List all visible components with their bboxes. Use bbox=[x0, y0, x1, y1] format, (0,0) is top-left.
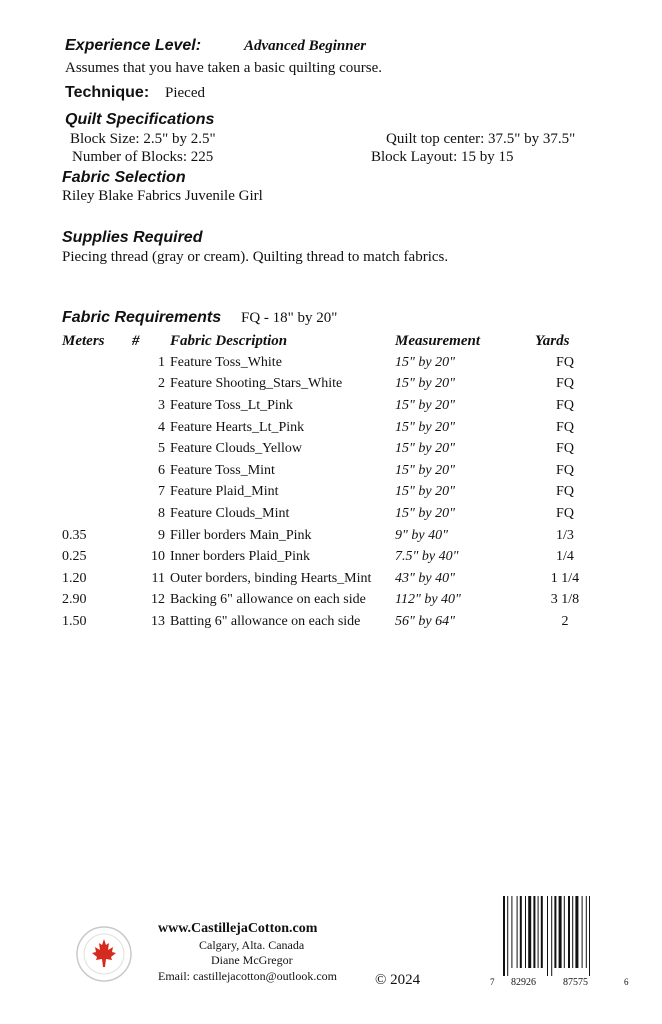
table-row bbox=[62, 482, 595, 504]
cell-meters: 1.50 bbox=[62, 613, 87, 629]
cell-description: Outer borders, binding Hearts_Mint bbox=[170, 570, 372, 586]
cell-meters bbox=[62, 374, 132, 396]
cell-yards: 2 bbox=[561, 613, 569, 629]
barcode-bar bbox=[559, 896, 562, 968]
cell-number: 2 bbox=[158, 376, 165, 392]
cell-number: 6 bbox=[158, 462, 165, 478]
cell-measurement: 15" by 20" bbox=[395, 505, 455, 521]
barcode bbox=[499, 896, 619, 976]
technique-value: Pieced bbox=[165, 85, 205, 101]
designer-name: Diane McGregor bbox=[211, 953, 293, 967]
cell-measurement: 56" by 64" bbox=[395, 613, 455, 629]
table-row bbox=[62, 417, 595, 439]
cell-measurement: 7.5" by 40" bbox=[395, 549, 459, 565]
cell-description: Feature Clouds_Yellow bbox=[170, 441, 302, 457]
cell-meters: 2.90 bbox=[62, 592, 87, 608]
cell-description: Feature Clouds_Mint bbox=[170, 505, 290, 521]
cell-number: 5 bbox=[158, 441, 165, 457]
cell-number: 1 bbox=[158, 354, 165, 370]
made-in-canada-badge bbox=[75, 925, 133, 983]
cell-meters bbox=[62, 460, 132, 482]
cell-number: 11 bbox=[151, 570, 165, 586]
cell-yards: FQ bbox=[556, 419, 574, 435]
cell-description: Feature Toss_White bbox=[170, 354, 282, 370]
block-size: Block Size: 2.5" by 2.5" bbox=[70, 131, 216, 147]
barcode-digit-left: 7 bbox=[490, 977, 495, 987]
header-meters: Meters bbox=[62, 332, 105, 349]
header-yards: Yards bbox=[535, 332, 570, 349]
cell-number: 13 bbox=[151, 613, 165, 629]
cell-meters bbox=[62, 352, 132, 374]
cell-yards: 1 1/4 bbox=[550, 570, 580, 586]
cell-description: Feature Hearts_Lt_Pink bbox=[170, 419, 305, 435]
cell-number: 3 bbox=[158, 397, 165, 413]
cell-meters bbox=[62, 503, 132, 525]
block-layout: Block Layout: 15 by 15 bbox=[371, 149, 514, 165]
barcode-bar bbox=[589, 896, 590, 976]
barcode-digits-1: 82926 bbox=[511, 977, 536, 988]
table-row bbox=[62, 374, 595, 396]
fq-note: FQ - 18" by 20" bbox=[241, 310, 338, 326]
fabric-selection-value: Riley Blake Fabrics Juvenile Girl bbox=[62, 188, 263, 204]
barcode-bar bbox=[541, 896, 543, 968]
cell-description: Feature Plaid_Mint bbox=[170, 484, 279, 500]
cell-measurement: 15" by 20" bbox=[395, 462, 455, 478]
cell-measurement: 15" by 20" bbox=[395, 419, 455, 435]
cell-yards: 1/3 bbox=[556, 527, 574, 543]
cell-number: 8 bbox=[158, 505, 165, 521]
cell-number: 10 bbox=[151, 549, 165, 565]
cell-yards: FQ bbox=[556, 441, 574, 457]
cell-measurement: 15" by 20" bbox=[395, 484, 455, 500]
requirements-label: Fabric Requirements bbox=[62, 309, 222, 326]
cell-yards: FQ bbox=[556, 484, 574, 500]
cell-measurement: 112" by 40" bbox=[395, 592, 461, 608]
cell-description: Feature Toss_Lt_Pink bbox=[170, 397, 293, 413]
table-row bbox=[62, 352, 595, 374]
cell-description: Feature Shooting_Stars_White bbox=[170, 376, 343, 392]
specs-label: Quilt Specifications bbox=[65, 111, 215, 128]
fabric-selection-label: Fabric Selection bbox=[62, 169, 186, 186]
barcode-digits-2: 87575 bbox=[563, 977, 588, 988]
barcode-bar bbox=[554, 896, 556, 968]
cell-description: Inner borders Plaid_Pink bbox=[170, 549, 310, 565]
number-of-blocks: Number of Blocks: 225 bbox=[72, 149, 214, 165]
cell-meters bbox=[62, 395, 132, 417]
barcode-bar bbox=[520, 896, 522, 968]
barcode-bar bbox=[503, 896, 505, 976]
barcode-bar bbox=[533, 896, 535, 968]
cell-meters bbox=[62, 482, 132, 504]
copyright: © 2024 bbox=[375, 972, 421, 988]
table-row bbox=[62, 568, 595, 590]
cell-description: Filler borders Main_Pink bbox=[170, 527, 312, 543]
barcode-bar bbox=[568, 896, 570, 968]
cell-measurement: 9" by 40" bbox=[395, 527, 448, 543]
cell-yards: FQ bbox=[556, 505, 574, 521]
barcode-bar bbox=[547, 896, 548, 976]
cell-measurement: 15" by 20" bbox=[395, 354, 455, 370]
cell-meters bbox=[62, 417, 132, 439]
technique-label: Technique: bbox=[65, 84, 150, 101]
cell-yards: FQ bbox=[556, 354, 574, 370]
cell-description: Batting 6" allowance on each side bbox=[170, 613, 361, 629]
header-description: Fabric Description bbox=[170, 332, 288, 349]
table-row bbox=[62, 438, 595, 460]
experience-note: Assumes that you have taken a basic quilting course. bbox=[65, 60, 383, 76]
barcode-bar bbox=[575, 896, 578, 968]
website-link[interactable]: www.CastillejaCotton.com bbox=[158, 921, 318, 936]
header-number: # bbox=[132, 332, 140, 349]
barcode-bar bbox=[564, 896, 565, 968]
cell-yards: FQ bbox=[556, 397, 574, 413]
cell-yards: 1/4 bbox=[556, 549, 574, 565]
cell-number: 12 bbox=[151, 592, 165, 608]
cell-number: 4 bbox=[158, 419, 165, 435]
cell-description: Backing 6" allowance on each side bbox=[170, 592, 366, 608]
table-row bbox=[62, 395, 595, 417]
cell-meters: 0.35 bbox=[62, 527, 87, 543]
cell-yards: FQ bbox=[556, 462, 574, 478]
table-row bbox=[62, 590, 595, 612]
barcode-digit-right: 6 bbox=[624, 977, 629, 987]
quilt-top-center: Quilt top center: 37.5" by 37.5" bbox=[386, 131, 576, 147]
cell-number: 7 bbox=[158, 484, 165, 500]
cell-meters: 1.20 bbox=[62, 570, 87, 586]
barcode-bar bbox=[525, 896, 526, 968]
cell-meters bbox=[62, 438, 132, 460]
cell-measurement: 15" by 20" bbox=[395, 441, 455, 457]
cell-measurement: 15" by 20" bbox=[395, 397, 455, 413]
barcode-bar bbox=[507, 896, 508, 976]
barcode-bar bbox=[582, 896, 583, 968]
barcode-bar bbox=[538, 896, 539, 968]
cell-meters: 0.25 bbox=[62, 549, 87, 565]
cell-measurement: 15" by 20" bbox=[395, 376, 455, 392]
email-text: Email: castillejacotton@outlook.com bbox=[158, 969, 338, 983]
header-measurement: Measurement bbox=[395, 332, 481, 349]
table-header-row bbox=[62, 330, 595, 352]
barcode-bar bbox=[572, 896, 573, 968]
fabric-requirements-table bbox=[62, 330, 595, 633]
table-row bbox=[62, 503, 595, 525]
cell-measurement: 43" by 40" bbox=[395, 570, 455, 586]
city-text: Calgary, Alta. Canada bbox=[199, 938, 305, 952]
table-row bbox=[62, 546, 595, 568]
barcode-bar bbox=[586, 896, 587, 968]
cell-yards: 3 1/8 bbox=[550, 592, 580, 608]
cell-number: 9 bbox=[158, 527, 165, 543]
cell-description: Feature Toss_Mint bbox=[170, 462, 275, 478]
supplies-label: Supplies Required bbox=[62, 229, 203, 246]
table-row bbox=[62, 525, 595, 547]
supplies-value: Piecing thread (gray or cream). Quilting thread to match fabrics. bbox=[62, 249, 449, 265]
table-row bbox=[62, 611, 595, 633]
barcode-bar bbox=[511, 896, 512, 968]
table-row bbox=[62, 460, 595, 482]
barcode-bar bbox=[528, 896, 531, 968]
experience-value: Advanced Beginner bbox=[244, 38, 367, 54]
barcode-bar bbox=[517, 896, 518, 968]
barcode-bar bbox=[551, 896, 552, 976]
experience-label: Experience Level: bbox=[65, 37, 202, 54]
cell-yards: FQ bbox=[556, 376, 574, 392]
